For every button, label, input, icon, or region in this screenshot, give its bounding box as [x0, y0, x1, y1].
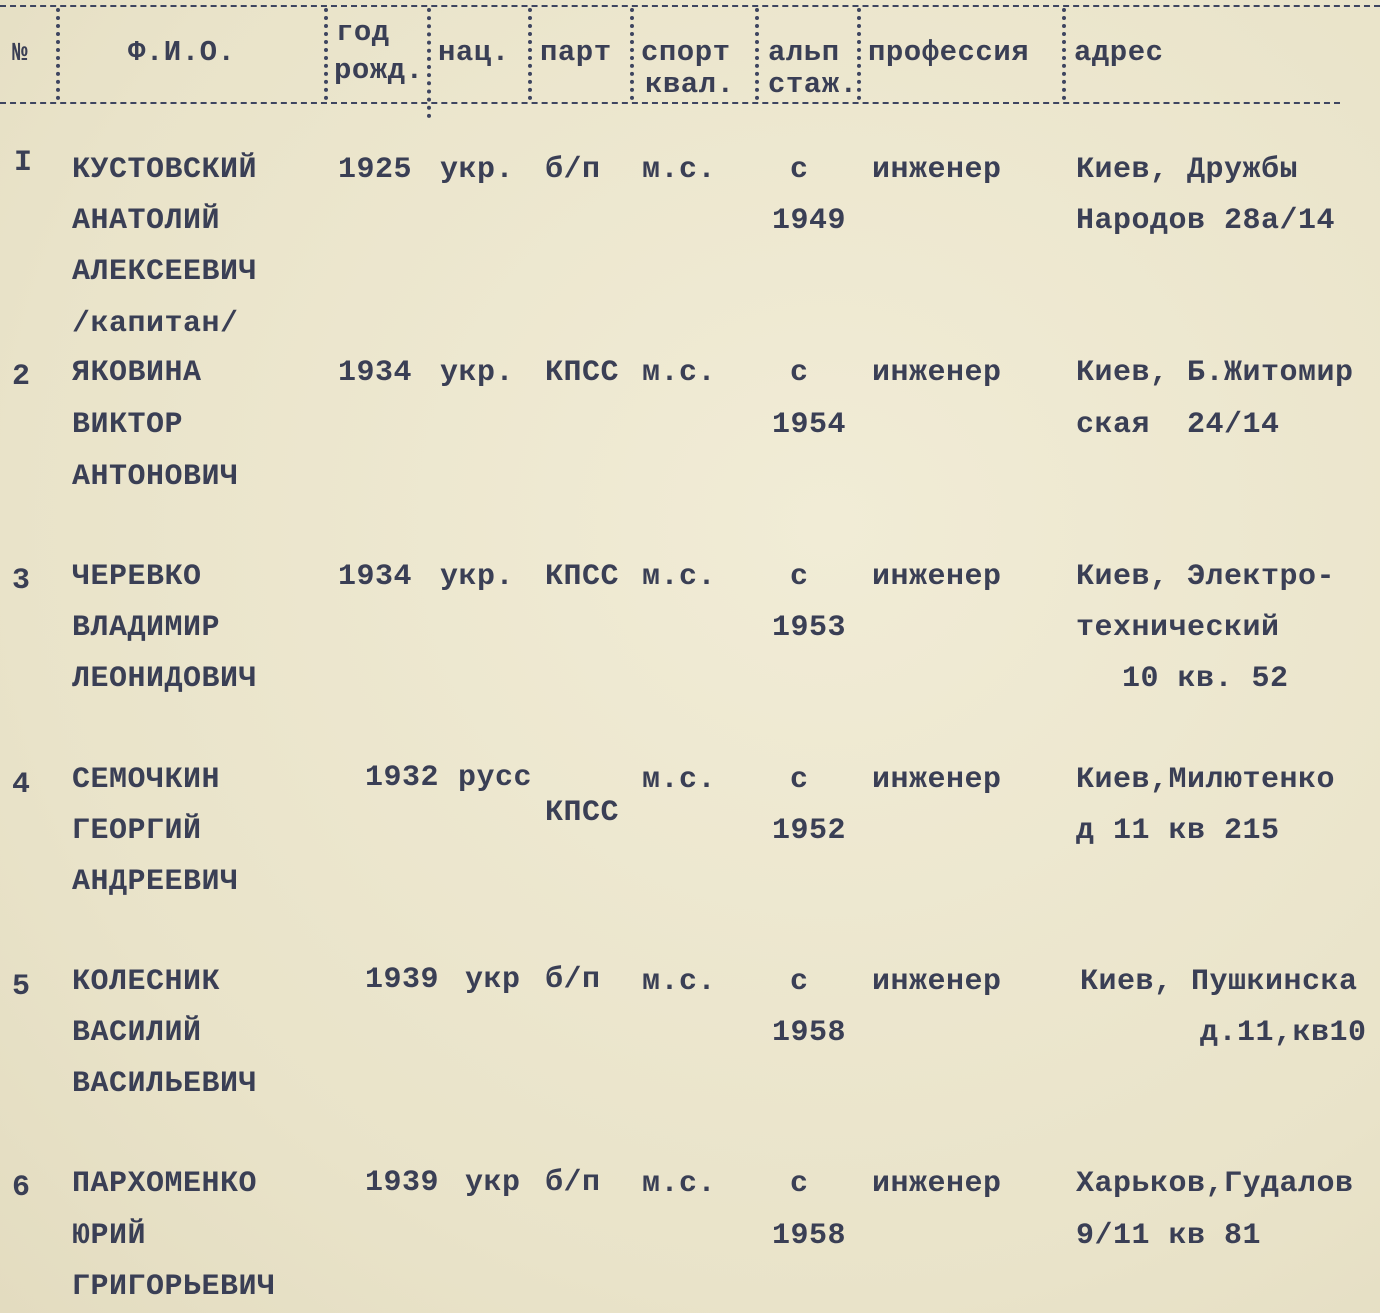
row-3-address-3: 10 кв. 52 — [1122, 662, 1289, 696]
row-2-address-1: Киев, Б.Житомир — [1076, 356, 1354, 390]
header-rule — [0, 102, 1340, 104]
header-sport-1: спорт — [641, 36, 731, 69]
row-6-party: б/п — [545, 1166, 601, 1200]
row-2-alp-2: 1954 — [772, 408, 847, 442]
header-party: парт — [540, 36, 612, 69]
row-6-address-2: 9/11 кв 81 — [1076, 1219, 1262, 1253]
col-sep-8 — [1062, 8, 1066, 100]
row-1-alp-2: 1949 — [772, 204, 847, 238]
row-1-party: б/п — [545, 153, 601, 187]
header-alp-1: альп — [768, 36, 840, 69]
row-3-address-2: технический — [1076, 611, 1280, 645]
row-4-alp-1: с — [790, 763, 809, 797]
header-alp-2: стаж. — [768, 68, 858, 101]
top-rule — [0, 5, 1380, 7]
row-2-year: 1934 — [338, 356, 413, 390]
col-sep-1 — [56, 8, 60, 100]
row-1-address-1: Киев, Дружбы — [1076, 153, 1299, 187]
row-5-alp-2: 1958 — [772, 1016, 847, 1050]
row-3-party: КПСС — [545, 560, 620, 594]
header-year-2: рожд. — [334, 54, 424, 87]
row-6-nat: укр — [465, 1166, 521, 1200]
header-profession: профессия — [868, 36, 1030, 69]
row-4-nat: русс — [458, 761, 533, 795]
row-4-year: 1932 — [365, 761, 440, 795]
row-6-name-3: ГРИГОРЬЕВИЧ — [72, 1270, 276, 1304]
row-2-num: 2 — [12, 360, 31, 394]
row-4-num: 4 — [12, 768, 31, 802]
header-num: № — [12, 38, 29, 68]
row-3-alp-1: с — [790, 560, 809, 594]
row-1-name-3: АЛЕКСЕЕВИЧ — [72, 255, 258, 289]
row-5-name-2: ВАСИЛИЙ — [72, 1016, 202, 1050]
col-sep-2 — [324, 8, 328, 100]
row-5-profession: инженер — [872, 965, 1002, 999]
row-3-name-2: ВЛАДИМИР — [72, 611, 221, 645]
row-5-address-2: д.11,кв10 — [1200, 1016, 1367, 1050]
row-1-name-1: КУСТОВСКИЙ — [72, 153, 258, 187]
header-nat: нац. — [438, 36, 510, 69]
row-5-name-1: КОЛЕСНИК — [72, 965, 221, 999]
row-5-name-3: ВАСИЛЬЕВИЧ — [72, 1067, 258, 1101]
header-address: адрес — [1074, 36, 1164, 69]
row-6-alp-2: 1958 — [772, 1219, 847, 1253]
col-sep-6 — [755, 8, 759, 100]
row-1-nat: укр. — [440, 153, 515, 187]
row-2-address-2: ская 24/14 — [1076, 408, 1280, 442]
row-2-name-1: ЯКОВИНА — [72, 356, 202, 390]
row-3-year: 1934 — [338, 560, 413, 594]
row-3-address-1: Киев, Электро- — [1076, 560, 1336, 594]
col-sep-5 — [630, 8, 634, 100]
row-3-profession: инженер — [872, 560, 1002, 594]
row-3-name-3: ЛЕОНИДОВИЧ — [72, 662, 258, 696]
row-5-alp-1: с — [790, 965, 809, 999]
header-fio: Ф.И.О. — [128, 36, 236, 69]
col-sep-3 — [427, 8, 431, 118]
row-1-name-4: /капитан/ — [72, 307, 239, 341]
row-1-profession: инженер — [872, 153, 1002, 187]
row-4-profession: инженер — [872, 763, 1002, 797]
row-4-alp-2: 1952 — [772, 814, 847, 848]
row-6-year: 1939 — [365, 1166, 440, 1200]
row-1-sport: м.с. — [642, 153, 717, 187]
header-sport-2: квал. — [645, 68, 735, 101]
row-4-name-3: АНДРЕЕВИЧ — [72, 865, 239, 899]
row-2-name-2: ВИКТОР — [72, 408, 184, 442]
row-4-address-1: Киев,Милютенко — [1076, 763, 1336, 797]
row-3-name-1: ЧЕРЕВКО — [72, 560, 202, 594]
row-2-profession: инженер — [872, 356, 1002, 390]
row-5-num: 5 — [12, 970, 31, 1004]
row-6-sport: м.с. — [642, 1167, 717, 1201]
row-1-num: I — [14, 146, 33, 180]
row-4-address-2: д 11 кв 215 — [1076, 814, 1280, 848]
row-6-name-1: ПАРХОМЕНКО — [72, 1167, 258, 1201]
header-year-1: год — [336, 16, 390, 49]
row-5-sport: м.с. — [642, 965, 717, 999]
row-1-address-2: Народов 28а/14 — [1076, 204, 1336, 238]
row-6-name-2: ЮРИЙ — [72, 1219, 147, 1253]
row-2-name-3: АНТОНОВИЧ — [72, 460, 239, 494]
row-5-address-1: Киев, Пушкинска — [1080, 965, 1358, 999]
row-5-year: 1939 — [365, 963, 440, 997]
row-2-alp-1: с — [790, 356, 809, 390]
row-4-name-1: СЕМОЧКИН — [72, 763, 221, 797]
row-4-sport: м.с. — [642, 763, 717, 797]
row-2-nat: укр. — [440, 356, 515, 390]
row-6-num: 6 — [12, 1171, 31, 1205]
row-2-party: КПСС — [545, 356, 620, 390]
row-3-sport: м.с. — [642, 560, 717, 594]
row-4-name-2: ГЕОРГИЙ — [72, 814, 202, 848]
row-4-party: КПСС — [545, 796, 620, 830]
row-6-profession: инженер — [872, 1167, 1002, 1201]
row-6-alp-1: с — [790, 1167, 809, 1201]
row-1-year: 1925 — [338, 153, 413, 187]
row-3-nat: укр. — [440, 560, 515, 594]
row-2-sport: м.с. — [642, 356, 717, 390]
row-6-address-1: Харьков,Гудалов — [1076, 1167, 1354, 1201]
col-sep-7 — [857, 8, 861, 100]
row-5-nat: укр — [465, 963, 521, 997]
row-1-alp-1: с — [790, 153, 809, 187]
row-1-name-2: АНАТОЛИЙ — [72, 204, 221, 238]
row-3-alp-2: 1953 — [772, 611, 847, 645]
row-3-num: 3 — [12, 564, 31, 598]
row-5-party: б/п — [545, 963, 601, 997]
col-sep-4 — [528, 8, 532, 100]
